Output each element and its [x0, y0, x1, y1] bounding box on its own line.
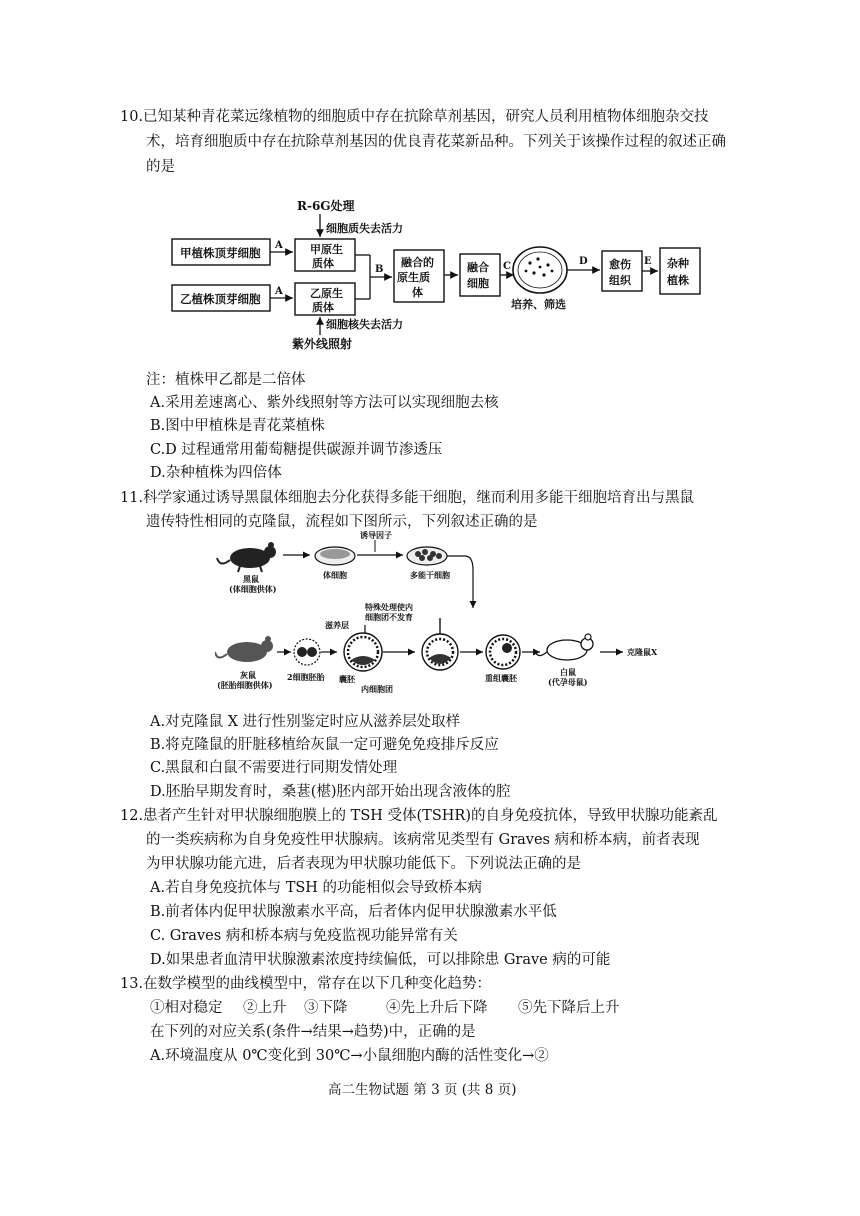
white-mouse-label-1: 白鼠 [560, 667, 576, 677]
blastocyst-icon [344, 633, 382, 671]
hybrid-plant-box [660, 248, 700, 294]
q12-stem-line3: 为甲状腺功能亢进，后者表现为甲状腺功能低下。下列说法正确的是 [146, 856, 581, 872]
callus-label-2: 组织 [609, 274, 631, 287]
q13-trend-4: ④先上升后下降 [386, 1000, 488, 1016]
recombinant-blastocyst-label: 重组囊胚 [485, 673, 517, 683]
q11-option-b: B.将克隆鼠的肝脏移植给灰鼠一定可避免免疫排斥反应 [150, 737, 499, 753]
q11-option-c: C.黑鼠和白鼠不需要进行同期发情处理 [150, 760, 398, 776]
white-mouse-icon [535, 634, 593, 660]
plant-b-label: 乙植株顶芽细胞 [180, 292, 261, 306]
arrow-a1-label: A [275, 240, 283, 251]
r6g-label: R-6G处理 [297, 199, 355, 213]
gray-mouse-icon [215, 636, 273, 662]
somatic-cell-label: 体细胞 [323, 570, 347, 580]
fused-label-1: 融合的 [401, 256, 434, 269]
protoplast-a-label-2: 质体 [312, 257, 334, 270]
plant-a-label: 甲植株顶芽细胞 [180, 246, 261, 260]
arrow-a2-label: A [275, 286, 283, 297]
gray-mouse-label-1: 灰鼠 [240, 670, 256, 680]
q11-stem-line2: 遗传特性相同的克隆鼠，流程如下图所示，下列叙述正确的是 [146, 514, 538, 530]
q12-option-a: A.若自身免疫抗体与 TSH 的功能相似会导致桥本病 [150, 880, 483, 896]
q12-stem-line2: 的一类疾病称为自身免疫性甲状腺病。该病常见类型有 Graves 病和桥本病，前者表现 [146, 832, 700, 848]
trophoblast-label: 滋养层 [325, 620, 349, 630]
ips-cell-label: 多能干细胞 [410, 570, 450, 580]
ips-cell-dish-icon [407, 547, 447, 565]
q10-stem-line2: 术，培育细胞质中存在抗除草剂基因的优良青花菜新品种。下列关于该操作过程的叙述正确 [146, 134, 726, 150]
q10-option-b: B.图中甲植株是青花菜植株 [150, 418, 325, 434]
black-mouse-label-1: 黑鼠 [243, 574, 259, 584]
hybrid-label-1: 杂种 [667, 257, 689, 270]
somatic-cell-dish-icon [315, 547, 355, 565]
q10-option-a: A.采用差速离心、紫外线照射等方法可以实现细胞去核 [150, 395, 499, 411]
culture-screen-label: 培养、筛选 [511, 298, 566, 311]
q10-option-c: C.D 过程通常用葡萄糖提供碳源并调节渗透压 [150, 442, 443, 458]
nucleus-inactivated-label: 细胞核失去活力 [326, 318, 403, 331]
white-mouse-label-2: (代孕母鼠) [548, 677, 588, 687]
q13-stem-line1: 13.在数学模型的曲线模型中，常存在以下几种变化趋势： [120, 976, 492, 992]
q10-stem-line3: 的是 [146, 159, 175, 175]
inner-cell-mass-label: 内细胞团 [361, 684, 393, 694]
inducing-factor-label: 诱导因子 [360, 530, 392, 540]
cytoplasm-inactivated-label: 细胞质失去活力 [326, 222, 403, 235]
q13-trend-3: ③下降 [304, 1000, 348, 1016]
arrow-e-label: E [644, 256, 652, 267]
uv-label: 紫外线照射 [292, 337, 353, 351]
q11-option-d: D.胚胎早期发育时，桑葚(椹)胚内部开始出现含液体的腔 [150, 784, 511, 800]
q13-trend-2: ②上升 [243, 1000, 287, 1016]
q12-option-b: B.前者体内促甲状腺激素水平高，后者体内促甲状腺激素水平低 [150, 904, 557, 920]
two-cell-embryo-label: 2细胞胚胎 [287, 672, 325, 682]
fused-label-2: 原生质 [397, 271, 430, 284]
callus-label-1: 愈伤 [609, 258, 631, 271]
arrow-d-label: D [579, 256, 588, 267]
q11-stem-line1: 11.科学家通过诱导黑鼠体细胞去分化获得多能干细胞，继而利用多能干细胞培育出与黑鼠 [120, 490, 695, 506]
clone-mouse-label: 克隆鼠X [627, 647, 658, 657]
petri-dish-icon [513, 247, 567, 293]
q10-option-d: D.杂种植株为四倍体 [150, 465, 282, 481]
fused-cell-label-1: 融合 [467, 261, 489, 274]
page-footer: 高二生物试题 第 3 页 (共 8 页) [328, 1082, 517, 1098]
fused-label-3: 体 [412, 286, 423, 299]
special-treatment-label-1: 特殊处理使内 [365, 602, 413, 612]
black-mouse-label-2: (体细胞供体) [229, 584, 277, 594]
fused-cell-label-2: 细胞 [467, 277, 489, 290]
q13-stem-line3: 在下列的对应关系(条件→结果→趋势)中，正确的是 [150, 1024, 476, 1040]
arrow-b-label: B [375, 264, 384, 275]
protoplast-a-label-1: 甲原生 [310, 243, 343, 256]
q10-stem-line1: 10.已知某种青花菜远缘植物的细胞质中存在抗除草剂基因，研究人员利用植物体细胞杂交技 [120, 109, 709, 125]
protoplast-b-label-1: 乙原生 [310, 287, 343, 300]
q10-note: 注：植株甲乙都是二倍体 [146, 372, 306, 388]
arrow-c-label: C [503, 261, 511, 272]
gray-mouse-label-2: (胚胎细胞供体) [217, 680, 273, 690]
reconstructed-blastocyst-icon [486, 635, 520, 669]
q11-cloning-diagram [215, 530, 695, 705]
blastocyst-label: 囊胚 [339, 674, 355, 684]
q11-option-a: A.对克隆鼠 X 进行性别鉴定时应从滋养层处取样 [150, 714, 461, 730]
q13-trend-5: ⑤先下降后上升 [518, 1000, 620, 1016]
q12-option-c: C. Graves 病和桥本病与免疫监视功能异常有关 [150, 928, 458, 944]
q12-option-d: D.如果患者血清甲状腺激素浓度持续偏低，可以排除患 Grave 病的可能 [150, 952, 611, 968]
injection-pipette-icon [422, 618, 458, 670]
q10-somatic-hybridization-diagram [160, 195, 720, 360]
two-cell-embryo-icon [294, 639, 320, 665]
q13-trend-1: ①相对稳定 [150, 1000, 223, 1016]
special-treatment-label-2: 细胞团不发育 [365, 612, 413, 622]
q12-stem-line1: 12.患者产生针对甲状腺细胞膜上的 TSH 受体(TSHR)的自身免疫抗体，导致甲状腺功能紊乱 [120, 808, 718, 824]
protoplast-b-label-2: 质体 [312, 301, 334, 314]
black-mouse-icon [217, 542, 276, 572]
q13-option-a: A.环境温度从 0℃变化到 30℃→小鼠细胞内酶的活性变化→② [150, 1048, 549, 1064]
hybrid-label-2: 植株 [667, 274, 689, 287]
